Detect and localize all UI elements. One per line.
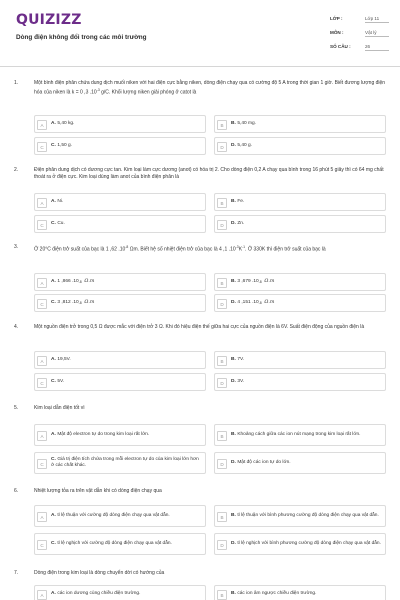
option-label: Cu. (57, 220, 65, 226)
option-label: 19,5V. (57, 356, 71, 362)
answer-option-b[interactable] (214, 585, 386, 600)
option-text (51, 534, 201, 554)
question-text-sup: -8 (125, 245, 129, 249)
meta-value: 26 (365, 44, 389, 51)
option-key: C. (51, 456, 56, 462)
answer-option-c[interactable] (34, 533, 206, 555)
question-text (34, 80, 390, 97)
option-label: Fe. (237, 198, 245, 204)
option-key: B. (231, 512, 236, 518)
option-key: B. (231, 431, 236, 437)
answer-option-c[interactable] (34, 137, 206, 155)
option-key: C. (51, 378, 56, 384)
option-label: tỉ lệ nghịch với cường độ dòng điện chạy qua vật dẫn. (57, 540, 172, 546)
answer-option-c[interactable] (34, 294, 206, 312)
question-text-sup: -1 (242, 245, 246, 249)
option-letter: D (217, 299, 227, 309)
option-text (231, 534, 381, 554)
option-text (231, 352, 381, 368)
option-key: A. (51, 356, 56, 362)
option-text (51, 506, 201, 526)
option-letter: C (37, 459, 47, 469)
option-label: Mật độ các ion tự do lớn. (237, 459, 291, 465)
option-label: Khoảng cách giữa các ion nút mạng trong kim loại rất lớn. (237, 431, 361, 437)
quizizz-logo: QUIZIZZ (16, 12, 82, 28)
question-text: Nhiệt lượng tỏa ra trên vật dẫn khi có dòng điện chạy qua (34, 488, 162, 494)
meta-label: MÔN : (330, 30, 344, 35)
option-label: tỉ lệ nghịch với bình phương cường độ dòng điện chạy qua vật dẫn. (237, 540, 381, 546)
option-label: 7V. (237, 356, 245, 362)
answer-option-d[interactable] (214, 215, 386, 233)
answer-option-b[interactable] (214, 505, 386, 527)
answer-option-d[interactable] (214, 137, 386, 155)
answer-option-a[interactable] (34, 115, 206, 133)
question-text-part: Ở 20°C điện trở suất của bạc là 1 ,62 .10 (34, 246, 126, 253)
question-text: Kim loại dẫn điện tốt vì (34, 405, 85, 411)
option-label: các ion âm ngược chiều điện trường. (237, 590, 317, 596)
option-key: D. (231, 459, 236, 465)
question-number: 4. (14, 324, 19, 330)
meta-value: Lớp 11 (365, 16, 389, 23)
option-exponent: -8 (258, 300, 262, 305)
worksheet-title: Dòng điện không đổi trong các môi trường (16, 34, 147, 41)
question-text: Điện phân dung dịch có dương cực tan. Kim loại làm cực dương (anot) có hóa trị 2. Cho dòng điện 0,2 A chạy qua bình trong 16 phút 5 giây thì có 64 mg chất thoát ra ở điện cực. Kim loại dùng làm anot của bình điện phân là (34, 167, 384, 181)
option-key: A. (51, 198, 56, 204)
option-letter: B (217, 356, 227, 366)
question-text-part: g/C. Khối lượng niken giải phóng ở catot là (99, 90, 197, 97)
option-key: C. (51, 540, 56, 546)
answer-option-d[interactable] (214, 373, 386, 391)
option-letter: D (217, 540, 227, 550)
option-text (51, 216, 201, 232)
option-unit: Ω.m (264, 299, 275, 305)
option-letter: B (217, 512, 227, 522)
option-text (51, 138, 201, 154)
meta-value: Vật lý (365, 30, 389, 37)
option-label: 5,40 kg. (57, 120, 75, 126)
question-number: 1. (14, 80, 19, 86)
option-letter: A (37, 590, 47, 600)
meta-label: LỚP : (330, 16, 343, 21)
option-text (51, 374, 201, 390)
answer-option-a[interactable] (34, 273, 206, 291)
option-letter: A (37, 278, 47, 288)
answer-option-a[interactable] (34, 351, 206, 369)
worksheet-header (0, 0, 400, 62)
option-text (231, 216, 381, 232)
option-letter: B (217, 431, 227, 441)
option-letter: B (217, 120, 227, 130)
option-text (231, 374, 381, 390)
option-letter: A (37, 120, 47, 130)
question-text-part: . Ở 330K thì điện trở suất của bạc là (245, 246, 326, 253)
meta-row-count (330, 44, 390, 58)
option-key: C. (51, 220, 56, 226)
option-label: 3 ,812 .10 (57, 299, 79, 305)
option-letter: C (37, 142, 47, 152)
option-key: A. (51, 512, 56, 518)
option-letter: D (217, 378, 227, 388)
header-divider (0, 66, 400, 67)
option-unit: Ω.m (84, 299, 95, 305)
option-label: 5,40 g. (237, 142, 252, 148)
option-key: B. (231, 278, 236, 284)
option-key: C. (51, 299, 56, 305)
option-text (231, 116, 381, 132)
option-unit: Ω.m (84, 278, 95, 284)
option-key: B. (231, 356, 236, 362)
option-key: D. (231, 540, 236, 546)
option-letter: C (37, 540, 47, 550)
answer-option-b[interactable] (214, 193, 386, 211)
option-text (231, 586, 381, 600)
option-letter: A (37, 431, 47, 441)
question-text-sup: -3 (235, 245, 239, 249)
option-label: 1,50 g. (57, 142, 72, 148)
question-text-sup: -3 (96, 88, 100, 93)
answer-option-c[interactable] (34, 215, 206, 233)
option-letter: C (37, 378, 47, 388)
option-unit: Ω.m (264, 278, 275, 284)
option-label: 3 ,679 .10 (237, 278, 259, 284)
answer-option-c[interactable] (34, 373, 206, 391)
question-text-part: Ωm. Biết hệ số nhiệt điện trở của bạc là 4 ,1 .10 (128, 246, 236, 253)
option-text (51, 453, 201, 473)
question-text-part: Một bình điện phân chứa dung dịch muối niken với hai điện cực bằng niken, dòng điện chạy qua có cường độ 5 A trong thời gian 1 giờ. Biết đương lượng điện hóa của niken là k = 0 ,3 .10 (34, 80, 386, 97)
option-letter: D (217, 459, 227, 469)
option-text (231, 194, 381, 210)
option-key: A. (51, 590, 56, 596)
answer-option-d[interactable] (214, 452, 386, 474)
option-label: 5,40 mg. (237, 120, 256, 126)
option-label: tỉ lệ thuận với bình phương cường độ dòng điện chạy qua vật dẫn. (237, 512, 379, 518)
answer-option-d[interactable] (214, 533, 386, 555)
option-label: 1 ,866 .10 (57, 278, 79, 284)
option-text (231, 425, 381, 445)
option-key: A. (51, 120, 56, 126)
option-label: 5V. (57, 378, 65, 384)
option-text (51, 274, 201, 290)
option-key: B. (231, 198, 236, 204)
answer-option-b[interactable] (214, 424, 386, 446)
question-number: 2. (14, 167, 19, 173)
option-label: Zn. (237, 220, 245, 226)
option-text (231, 138, 381, 154)
answer-option-b[interactable] (214, 115, 386, 133)
option-key: D. (231, 299, 236, 305)
option-text (231, 295, 381, 311)
worksheet-meta (330, 16, 390, 58)
option-letter: B (217, 590, 227, 600)
option-label: các ion dương cùng chiều điện trường. (57, 590, 141, 596)
question-number: 5. (14, 405, 19, 411)
option-label: Mật độ electron tự do trong kim loại rất lớn. (57, 431, 150, 437)
option-label: Ni. (57, 198, 64, 204)
option-key: C. (51, 142, 56, 148)
option-exponent: -8 (78, 279, 82, 284)
option-label: Giá trị điện tích chứa trong mỗi electron tự do của kim loại lớn hơn ở các chất khác. (51, 456, 199, 468)
option-letter: B (217, 198, 227, 208)
answer-option-b[interactable] (214, 273, 386, 291)
option-text (51, 295, 201, 311)
option-letter: A (37, 198, 47, 208)
question-text: Dòng điện trong kim loại là dòng chuyển dời có hướng của (34, 570, 165, 576)
option-text (51, 116, 201, 132)
option-text (231, 506, 381, 526)
option-letter: C (37, 220, 47, 230)
answer-option-a[interactable] (34, 424, 206, 446)
option-key: D. (231, 220, 236, 226)
option-text (51, 586, 201, 600)
question-text-part: K (238, 246, 243, 253)
option-text (231, 453, 381, 473)
meta-row-class (330, 16, 390, 30)
meta-row-subject (330, 30, 390, 44)
option-key: A. (51, 431, 56, 437)
option-key: B. (231, 120, 236, 126)
option-letter: B (217, 278, 227, 288)
answer-option-d[interactable] (214, 294, 386, 312)
option-key: D. (231, 142, 236, 148)
question-number: 6. (14, 488, 19, 494)
option-text (231, 274, 381, 290)
question-text: Một nguồn điện trở trong 0,5 Ω được mắc với điện trở 3 Ω. Khi đó hiệu điện thế giữa hai cực của nguồn điện là 6V. Suất điện động của nguồn điện là (34, 324, 365, 330)
option-label: tỉ lệ thuận với cường độ dòng điện chạy qua vật dẫn. (57, 512, 170, 518)
answer-option-c[interactable] (34, 452, 206, 474)
option-text (51, 194, 201, 210)
answer-option-b[interactable] (214, 351, 386, 369)
option-exponent: -8 (258, 279, 262, 284)
option-label: 3V. (237, 378, 245, 384)
option-label: 4 ,151 .10 (237, 299, 259, 305)
option-letter: A (37, 512, 47, 522)
meta-label: SỐ CÂU : (330, 44, 351, 49)
option-text (51, 352, 201, 368)
option-key: D. (231, 378, 236, 384)
answer-option-a[interactable] (34, 193, 206, 211)
question-number: 3. (14, 244, 19, 250)
question-text (34, 244, 390, 254)
option-letter: D (217, 220, 227, 230)
option-key: B. (231, 590, 236, 596)
option-key: A. (51, 278, 56, 284)
option-exponent: -8 (78, 300, 82, 305)
answer-option-a[interactable] (34, 585, 206, 600)
option-letter: C (37, 299, 47, 309)
option-text (51, 425, 201, 445)
answer-option-a[interactable] (34, 505, 206, 527)
question-number: 7. (14, 570, 19, 576)
option-letter: D (217, 142, 227, 152)
option-letter: A (37, 356, 47, 366)
